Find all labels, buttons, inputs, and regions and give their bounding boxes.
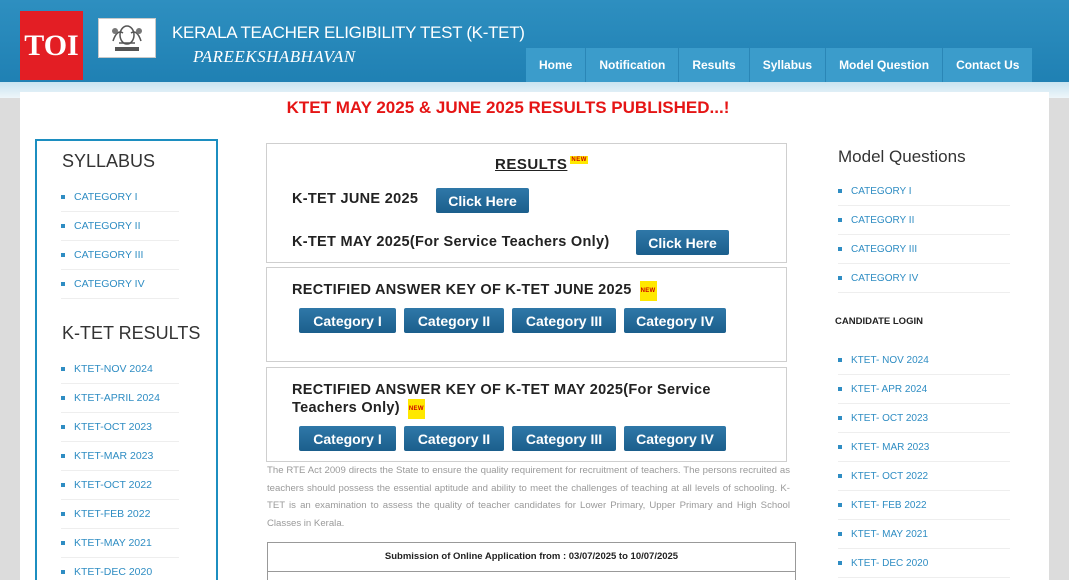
bullet-icon	[61, 367, 65, 371]
bullet-icon	[838, 416, 842, 420]
candidate-login-heading: CANDIDATE LOGIN	[835, 316, 923, 327]
ktet-results-heading: K-TET RESULTS	[62, 323, 201, 343]
june-2025-label: K-TET JUNE 2025	[292, 191, 419, 207]
result-item[interactable]: KTET-FEB 2022	[61, 500, 179, 529]
new-badge-icon: NEW	[408, 399, 425, 419]
may-2025-click-button[interactable]: Click Here	[636, 230, 729, 255]
table-divider	[268, 571, 795, 572]
answer-key-june-buttons	[299, 308, 734, 333]
model-question-item[interactable]: CATEGORY IV	[838, 264, 1010, 293]
login-item[interactable]: KTET- NOV 2024	[838, 346, 1010, 375]
bullet-icon	[838, 387, 842, 391]
submission-dates: Submission of Online Application from : 03/07/2025 to 10/07/2025	[384, 551, 679, 562]
results-announcement[interactable]: KTET MAY 2025 & JUNE 2025 RESULTS PUBLISHED...!	[286, 98, 730, 117]
model-questions-heading: Model Questions	[838, 147, 966, 166]
bullet-icon	[838, 561, 842, 565]
syllabus-item[interactable]: CATEGORY IV	[61, 270, 179, 299]
june-category-iv-button[interactable]: Category IV	[624, 308, 726, 333]
june-2025-click-button[interactable]: Click Here	[436, 188, 529, 213]
answer-key-may-title: RECTIFIED ANSWER KEY OF K-TET MAY 2025(For Service Teachers Only) NEW	[292, 381, 711, 419]
bullet-icon	[838, 358, 842, 362]
may-category-i-button[interactable]: Category I	[299, 426, 396, 451]
answer-key-june-title: RECTIFIED ANSWER KEY OF K-TET JUNE 2025 NEW	[292, 281, 657, 301]
june-category-iii-button[interactable]: Category III	[512, 308, 616, 333]
may-category-iii-button[interactable]: Category III	[512, 426, 616, 451]
login-item[interactable]: KTET- OCT 2022	[838, 462, 1010, 491]
bullet-icon	[838, 532, 842, 536]
nav-notification[interactable]: Notification	[586, 48, 679, 82]
may-category-iv-button[interactable]: Category IV	[624, 426, 726, 451]
bullet-icon	[838, 474, 842, 478]
bullet-icon	[61, 541, 65, 545]
site-subtitle: PAREEKSHABHAVAN	[193, 47, 356, 66]
login-item[interactable]: KTET- OCT 2023	[838, 404, 1010, 433]
bullet-icon	[61, 454, 65, 458]
result-item[interactable]: KTET-NOV 2024	[61, 355, 179, 384]
may-category-ii-button[interactable]: Category II	[404, 426, 504, 451]
may-2025-label: K-TET MAY 2025(For Service Teachers Only)	[292, 234, 610, 250]
nav-results[interactable]: Results	[679, 48, 749, 82]
results-title: RESULTS NEW	[495, 156, 587, 173]
bullet-icon	[838, 247, 842, 251]
bullet-icon	[838, 218, 842, 222]
syllabus-heading: SYLLABUS	[62, 151, 156, 171]
bullet-icon	[838, 503, 842, 507]
answer-key-may-buttons	[299, 426, 734, 451]
result-item[interactable]: KTET-OCT 2023	[61, 413, 179, 442]
bullet-icon	[838, 445, 842, 449]
login-item[interactable]: KTET- MAY 2021	[838, 520, 1010, 549]
result-item[interactable]: KTET-MAY 2021	[61, 529, 179, 558]
bullet-icon	[61, 195, 65, 199]
nav-contact-us[interactable]: Contact Us	[956, 58, 1020, 72]
kerala-emblem-icon	[98, 18, 156, 58]
bullet-icon	[838, 189, 842, 193]
login-item[interactable]: KTET- MAR 2023	[838, 433, 1010, 462]
login-item[interactable]: KTET- APR 2024	[838, 375, 1010, 404]
june-category-ii-button[interactable]: Category II	[404, 308, 504, 333]
answer-key-june-panel	[266, 267, 787, 362]
syllabus-item[interactable]: CATEGORY II	[61, 212, 179, 241]
candidate-login-list	[838, 346, 1010, 578]
bullet-icon	[61, 570, 65, 574]
model-question-item[interactable]: CATEGORY I	[838, 177, 1010, 206]
ktet-description: The RTE Act 2009 directs the State to ensure the quality requirement for recruitment of teachers. The persons recruited as teachers should possess the essential aptitude and ability to meet the challenges of teaching at all levels of schooling. K-TET is an examination to assess the quality of teacher candidates for Lower Primary, Upper Primary and High School Classes in Kerala.	[267, 465, 790, 529]
model-question-item[interactable]: CATEGORY III	[838, 235, 1010, 264]
syllabus-item[interactable]: CATEGORY I	[61, 183, 179, 212]
nav-model-question[interactable]: Model Question	[826, 48, 943, 82]
new-badge-icon: NEW	[571, 157, 587, 163]
syllabus-list	[61, 183, 179, 299]
new-badge-icon: NEW	[640, 281, 657, 301]
ktet-results-list	[61, 355, 179, 580]
model-question-item[interactable]: CATEGORY II	[838, 206, 1010, 235]
bullet-icon	[61, 512, 65, 516]
nav-home[interactable]: Home	[526, 48, 586, 82]
syllabus-item[interactable]: CATEGORY III	[61, 241, 179, 270]
login-item[interactable]: KTET- FEB 2022	[838, 491, 1010, 520]
bullet-icon	[61, 396, 65, 400]
result-item[interactable]: KTET-OCT 2022	[61, 471, 179, 500]
results-panel	[266, 143, 787, 263]
bullet-icon	[838, 276, 842, 280]
toi-logo: TOI	[20, 11, 83, 80]
model-questions-list	[838, 177, 1010, 293]
page-content	[20, 92, 1049, 580]
bullet-icon	[61, 483, 65, 487]
left-sidebar	[35, 139, 218, 580]
result-item[interactable]: KTET-APRIL 2024	[61, 384, 179, 413]
bullet-icon	[61, 282, 65, 286]
bullet-icon	[61, 224, 65, 228]
answer-key-may-panel	[266, 367, 787, 462]
result-item[interactable]: KTET-DEC 2020	[61, 558, 179, 580]
nav-syllabus[interactable]: Syllabus	[750, 48, 826, 82]
bullet-icon	[61, 253, 65, 257]
submission-table	[267, 542, 796, 580]
site-title: KERALA TEACHER ELIGIBILITY TEST (K-TET)	[172, 23, 525, 42]
june-category-i-button[interactable]: Category I	[299, 308, 396, 333]
result-item[interactable]: KTET-MAR 2023	[61, 442, 179, 471]
bullet-icon	[61, 425, 65, 429]
login-item[interactable]: KTET- DEC 2020	[838, 549, 1010, 578]
main-nav	[526, 48, 1032, 82]
